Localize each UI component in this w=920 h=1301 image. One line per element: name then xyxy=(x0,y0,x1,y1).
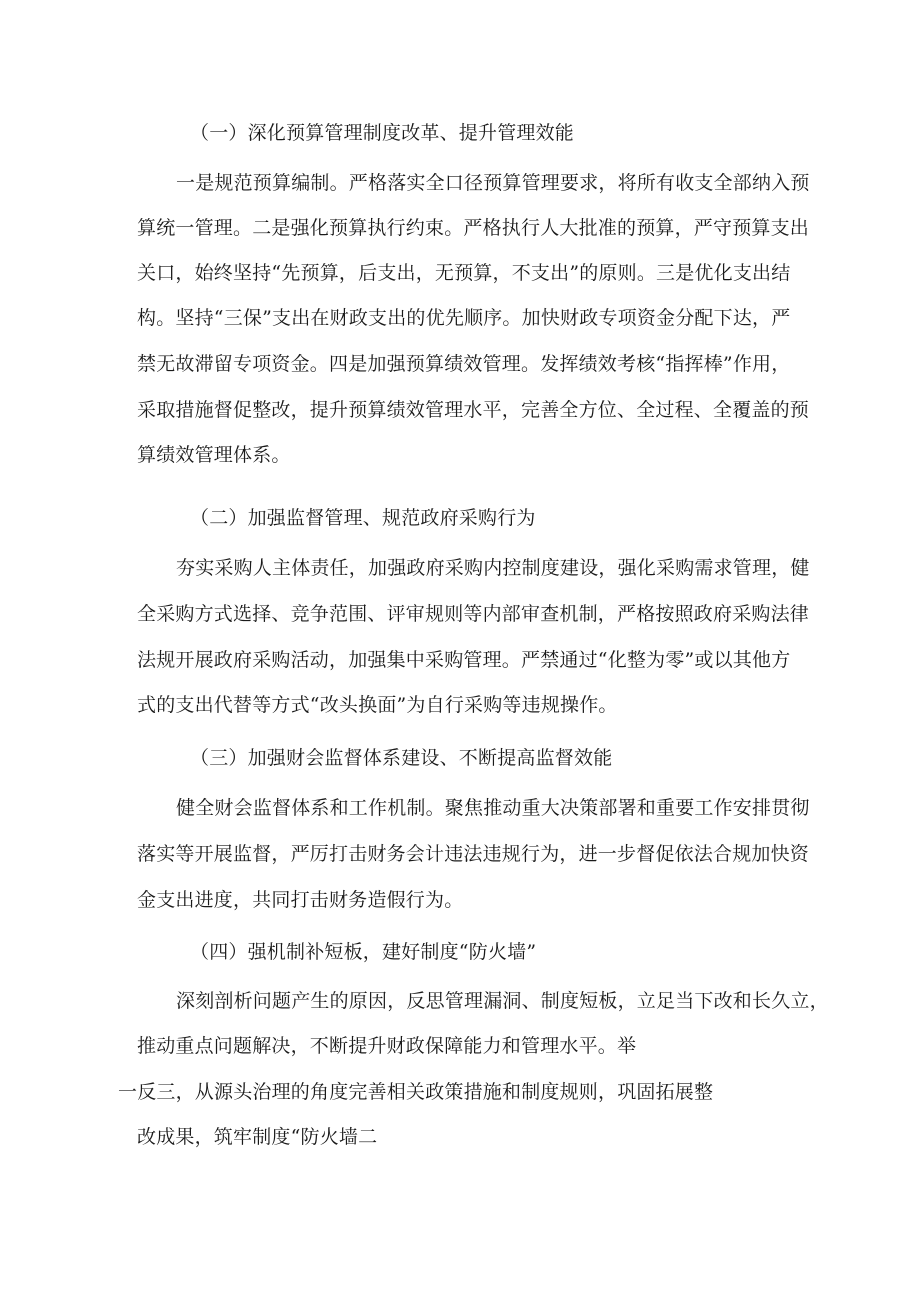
paragraph-line: 健全财会监督体系和工作机制。聚焦推动重大决策部署和重要工作安排贯彻 xyxy=(176,797,810,819)
paragraph-line: 推动重点问题解决，不断提升财政保障能力和管理水平。举 xyxy=(137,1035,637,1057)
paragraph-line: 采取措施督促整改，提升预算绩效管理水平，完善全方位、全过程、全覆盖的预 xyxy=(137,399,810,421)
paragraph-line: 算绩效管理体系。 xyxy=(137,444,291,466)
section-2-heading: （二）加强监督管理、规范政府采购行为 xyxy=(190,507,536,529)
paragraph-line: 夯实采购人主体责任，加强政府采购内控制度建设，强化采购需求管理，健 xyxy=(176,557,810,579)
section-4-heading: （四）强机制补短板，建好制度“防火墙” xyxy=(190,941,537,963)
paragraph-line: 落实等开展监督，严厉打击财务会计违法违规行为，进一步督促依法合规加快资 xyxy=(137,843,810,865)
paragraph-line: 一反三，从源头治理的角度完善相关政策措施和制度规则，巩固拓展整 xyxy=(118,1081,714,1103)
paragraph-line: 禁无故滞留专项资金。四是加强预算绩效管理。发挥绩效考核“指挥棒”作用， xyxy=(137,353,791,375)
paragraph-line: 改成果，筑牢制度“防火墙二 xyxy=(137,1126,378,1148)
paragraph-line: 一是规范预算编制。严格落实全口径预算管理要求，将所有收支全部纳入预 xyxy=(176,172,810,194)
paragraph-line: 构。坚持“三保”支出在财政支出的优先顺序。加快财政专项资金分配下达，严 xyxy=(137,307,791,329)
paragraph-line: 金支出进度，共同打击财务造假行为。 xyxy=(137,889,464,911)
paragraph-line: 法规开展政府采购活动，加强集中采购管理。严禁通过“化整为零”或以其他方 xyxy=(137,649,791,671)
paragraph-line: 深刻剖析问题产生的原因，反思管理漏洞、制度短板，立足当下改和长久立， xyxy=(176,990,829,1012)
paragraph-line: 关口，始终坚持“先预算，后支出，无预算，不支出”的原则。三是优化支出结 xyxy=(137,262,791,284)
section-1-heading: （一）深化预算管理制度改革、提升管理效能 xyxy=(190,122,575,144)
paragraph-line: 算统一管理。二是强化预算执行约束。严格执行人大批准的预算，严守预算支出 xyxy=(137,217,810,239)
paragraph-line: 式的支出代替等方式“改头换面”为自行采购等违规操作。 xyxy=(137,694,618,716)
section-3-heading: （三）加强财会监督体系建设、不断提高监督效能 xyxy=(190,747,613,769)
paragraph-line: 全采购方式选择、竞争范围、评审规则等内部审查机制，严格按照政府采购法律 xyxy=(137,603,810,625)
